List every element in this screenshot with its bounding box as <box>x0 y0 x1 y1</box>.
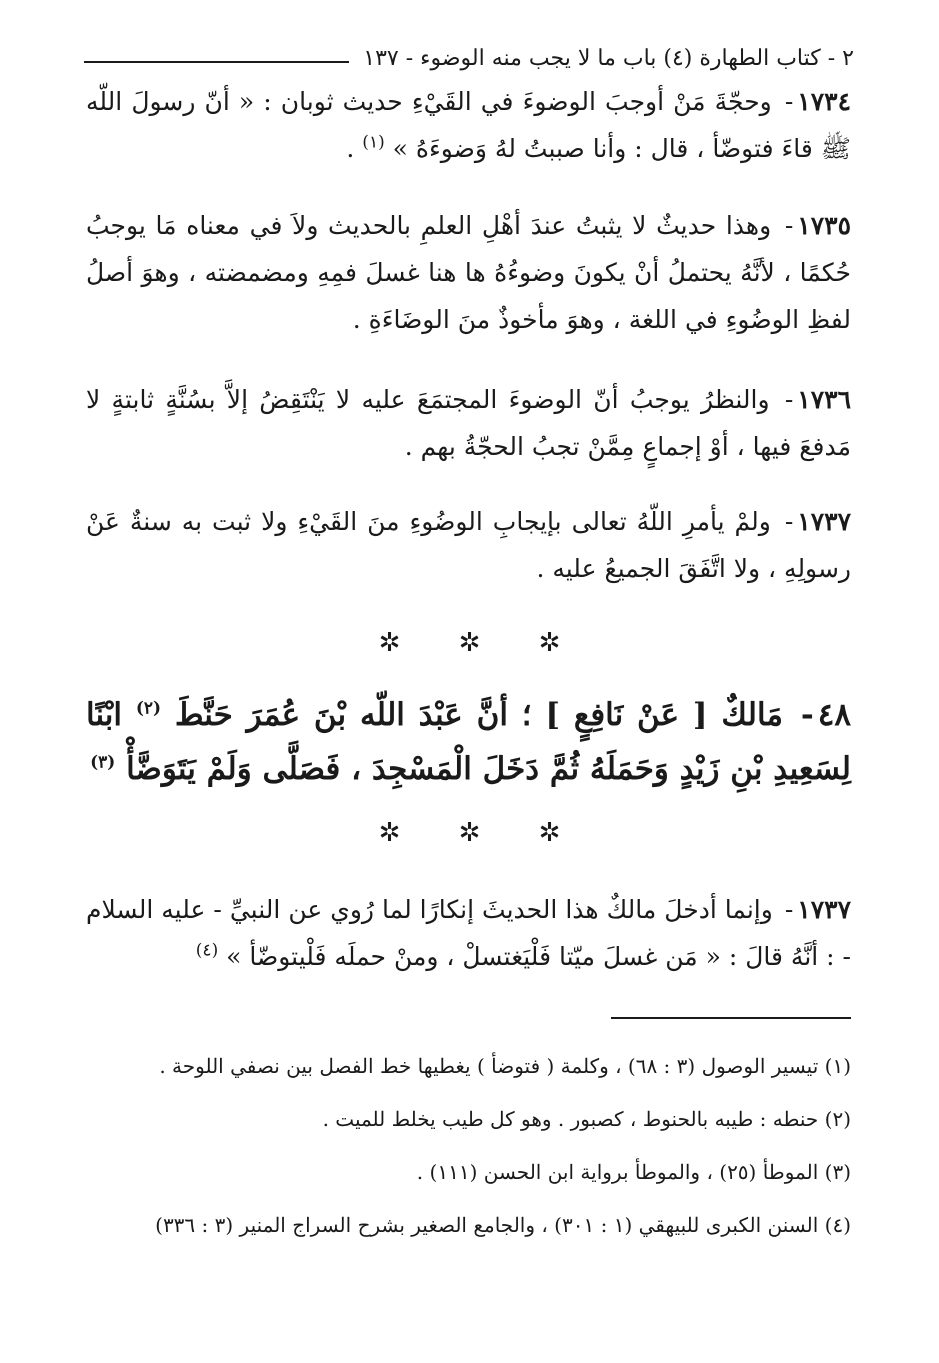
star-ornament: ✲ <box>538 818 561 848</box>
hadith-text-part2: ابْنًا لِسَعِيدِ بْنِ زَيْدٍ وَحَمَلَهُ ثُمَّ دَخَلَ الْمَسْجِدَ ، فَصَلَّى وَلَمْ يَتَوَضَّأْ <box>86 697 851 787</box>
paragraph-1735 <box>86 202 851 343</box>
number-dash: - <box>784 87 794 116</box>
footnote-separator <box>611 1017 851 1019</box>
footnote-3: (٣) الموطأ (٢٥) ، والموطأ برواية ابن الحسن (١١١) . <box>416 1160 851 1184</box>
hadith-48 <box>86 688 851 796</box>
paragraph-number: ١٧٣٧ <box>797 895 851 924</box>
paragraph-1737-second <box>86 886 851 980</box>
number-dash: - <box>784 385 794 414</box>
paragraph-text: وإنما أدخلَ مالكٌ هذا الحديثَ إنكارًا لما رُوي عن النبيِّ - عليه السلام - : أنَّهُ قالَ : « مَن غسلَ ميّتا فَلْيَغتسلْ ، ومنْ حملَه فَلْيتوضّأ » <box>86 895 851 971</box>
star-ornament: ✲ <box>458 818 481 848</box>
paragraph-text: وهذا حديثٌ لا يثبتُ عندَ أهْلِ العلمِ بالحديث ولاَ في معناه مَا يوجبُ حُكمًا ، لأنَّهُ يحتملُ أنْ يكونَ وضوءُهُ ها هنا غسلَ فمِهِ ومضمضته ، وهوَ أصلُ لفظِ الوضُوءِ في اللغة ، وهوَ مأخوذٌ منَ الوضَاءَةِ . <box>86 211 851 334</box>
hadith-number: ٤٨ <box>817 697 851 733</box>
section-separator <box>0 818 939 848</box>
paragraph-number: ١٧٣٥ <box>797 211 851 240</box>
running-header <box>84 38 854 78</box>
star-ornament: ✲ <box>458 628 481 658</box>
hadith-text-part1: مَالكٌ [ عَنْ نَافِعٍ ] ؛ أنَّ عَبْدَ اللّه بْنَ عُمَرَ حَنَّطَ <box>174 697 784 733</box>
number-dash: - <box>784 211 794 240</box>
paragraph-end: . <box>346 134 355 163</box>
header-text: ٢ - كتاب الطهارة (٤) باب ما لا يجب منه الوضوء - ١٣٧ <box>363 45 854 71</box>
footnote-ref-2: (٢) <box>135 698 162 719</box>
number-dash: - <box>784 507 794 536</box>
footnote-2: (٢) حنطه : طيبه بالحنوط ، كصبور . وهو كل طيب يخلط للميت . <box>322 1107 851 1131</box>
paragraph-text: ولمْ يأمرِ اللّهُ تعالى بإيجابِ الوضُوءِ منَ القَيْءِ ولا ثبت به سنةٌ عَنْ رسولِهِ ، ولا اتَّفَقَ الجميعُ عليه . <box>86 507 851 583</box>
paragraph-1737 <box>86 498 851 592</box>
section-separator <box>0 628 939 658</box>
star-ornament: ✲ <box>378 628 401 658</box>
footnote-ref-4: (٤) <box>195 940 219 961</box>
number-dash: - <box>800 697 814 733</box>
paragraph-text: وحجّةَ مَنْ أوجبَ الوضوءَ في القَيْءِ حديث ثوبان : « أنّ رسولَ اللّه ﷺ قاءَ فتوضّأ ، قال : وأنا صببتُ لهُ وَضوءَهُ » <box>86 87 851 163</box>
footnote-ref-1: (١) <box>362 132 385 153</box>
footnotes <box>86 1040 851 1252</box>
paragraph-1736 <box>86 376 851 470</box>
footnote-ref-3: (٣) <box>90 752 116 773</box>
paragraph-1734 <box>86 78 851 172</box>
header-rule <box>84 61 349 63</box>
footnote-4: (٤) السنن الكبرى للبيهقي (١ : ٣٠١) ، والجامع الصغير بشرح السراج المنير (٣ : ٣٣٦) <box>155 1213 851 1237</box>
paragraph-number: ١٧٣٤ <box>797 87 851 116</box>
star-ornament: ✲ <box>378 818 401 848</box>
footnote-1: (١) تيسير الوصول (٣ : ٦٨) ، وكلمة ( فتوضأ ) يغطيها خط الفصل بين نصفي اللوحة . <box>159 1054 851 1078</box>
paragraph-text: والنظرُ يوجبُ أنّ الوضوءَ المجتمَعَ عليه لا يَنْتَقِضُ إلاَّ بسُنَّةٍ ثابتةٍ لا مَدفعَ فيها ، أوْ إجماعٍ مِمَّنْ تجبُ الحجّةُ بهم . <box>86 385 851 461</box>
star-ornament: ✲ <box>538 628 561 658</box>
paragraph-number: ١٧٣٧ <box>797 507 851 536</box>
paragraph-number: ١٧٣٦ <box>797 385 851 414</box>
number-dash: - <box>784 895 794 924</box>
